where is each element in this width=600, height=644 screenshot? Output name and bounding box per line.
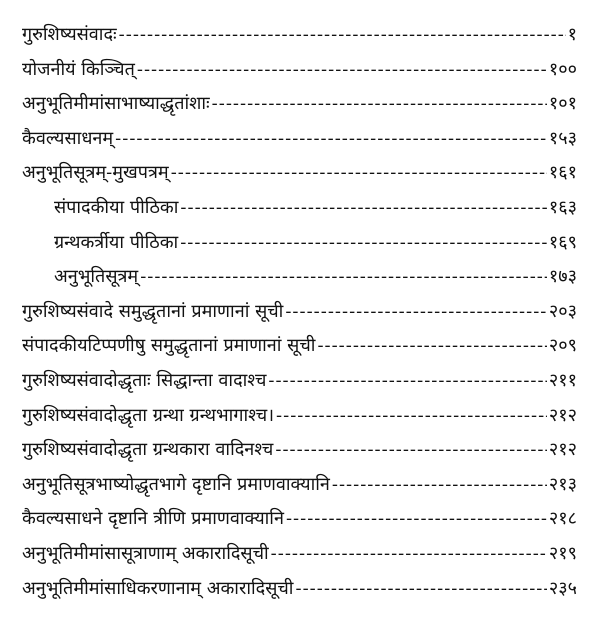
toc-entry-page: २१२ [548, 404, 577, 426]
dot-leader [171, 156, 547, 191]
dot-leader [119, 18, 566, 53]
toc-entry-page: १६९ [548, 231, 577, 253]
toc-entry [22, 502, 577, 537]
toc-entry-page: १ [567, 24, 577, 45]
dot-leader [268, 364, 547, 399]
toc-entry-title: गुरुशिष्यसंवादोद्धृता ग्रन्थकारा वादिनश्च [22, 439, 274, 461]
toc-entry-page: २१२ [548, 439, 577, 461]
dot-leader [180, 226, 547, 261]
toc-entry-page: २०३ [548, 300, 577, 322]
dot-leader [115, 122, 547, 157]
toc-entry-title: कैवल्यसाधनम् [22, 127, 114, 149]
toc-subentry [22, 226, 577, 261]
toc-entry-title: गुरुशिष्यसंवादः [22, 24, 117, 45]
toc-entry-title: अनुभूतिमीमांसासूत्राणाम् अकारादिसूची [22, 542, 269, 564]
toc-entry-title: गुरुशिष्यसंवादे समुद्धृतानां प्रमाणानां सूची [22, 300, 284, 322]
toc-entry [22, 468, 577, 503]
toc-entry-title: संपादकीया पीठिका [54, 196, 179, 218]
toc-entry [22, 364, 577, 399]
toc-subentry [22, 191, 577, 226]
toc-entry-page: १०० [548, 58, 577, 80]
toc-entry-page: २१८ [548, 508, 577, 530]
dot-leader [332, 468, 547, 503]
toc-entry-page: १५३ [548, 127, 577, 149]
toc-entry-title: योजनीयं किञ्चित् [22, 58, 135, 80]
toc-entry-title: अनुभूतिमीमांसाभाष्याद्धृतांशाः [22, 93, 210, 115]
toc-entry-title: अनुभूतिसूत्रम् [54, 266, 139, 288]
toc-entry [22, 156, 577, 191]
toc-entry-title: गुरुशिष्यसंवादोद्धृता ग्रन्था ग्रन्थभागाश्च। [22, 404, 275, 426]
dot-leader [180, 191, 546, 226]
toc-entry-page: २३५ [548, 577, 577, 599]
dot-leader [276, 399, 547, 434]
toc-entry-title: गुरुशिष्यसंवादोद्धृताः सिद्धान्ता वादाश्च [22, 369, 267, 391]
toc-entry [22, 572, 577, 607]
dot-leader [137, 53, 547, 88]
dot-leader [140, 260, 547, 295]
dot-leader [271, 537, 547, 572]
toc-entry [22, 295, 577, 330]
dot-leader [295, 572, 546, 607]
toc-entry-title: ग्रन्थकर्त्रीया पीठिका [54, 231, 179, 253]
dot-leader [275, 433, 547, 468]
toc-entry-page: २११ [548, 369, 577, 391]
toc-entry-page: २०९ [548, 335, 577, 357]
toc-entry [22, 87, 577, 122]
toc-entry-page: २१९ [548, 542, 577, 564]
toc-entry [22, 122, 577, 157]
toc-entry-page: १६१ [548, 162, 577, 184]
toc-entry [22, 399, 577, 434]
dot-leader [212, 87, 547, 122]
toc-entry [22, 433, 577, 468]
toc-entry-page: २१३ [548, 473, 577, 495]
toc-subentry [22, 260, 577, 295]
toc-entry-title: अनुभूतिमीमांसाधिकरणानाम् अकारादिसूची [22, 577, 294, 599]
dot-leader [317, 329, 546, 364]
toc-entry-title: संपादकीयटिप्पणीषु समुद्धृतानां प्रमाणानां सूची [22, 335, 316, 357]
toc-entry-title: अनुभूतिसूत्रभाष्योद्धृतभागे दृष्टानि प्रमाणवाक्यानि [22, 473, 330, 495]
toc-entry-page: १७३ [548, 266, 577, 288]
toc-entry-page: १०१ [548, 93, 577, 115]
table-of-contents [22, 18, 577, 606]
toc-entry-title: अनुभूतिसूत्रम्-मुखपत्रम् [22, 162, 169, 184]
dot-leader [285, 295, 547, 330]
dot-leader [286, 502, 547, 537]
toc-entry [22, 329, 577, 364]
toc-entry [22, 53, 577, 88]
toc-entry-page: १६३ [548, 196, 577, 218]
toc-entry [22, 537, 577, 572]
toc-entry [22, 18, 577, 53]
toc-entry-title: कैवल्यसाधने दृष्टानि त्रीणि प्रमाणवाक्यानि [22, 508, 284, 530]
